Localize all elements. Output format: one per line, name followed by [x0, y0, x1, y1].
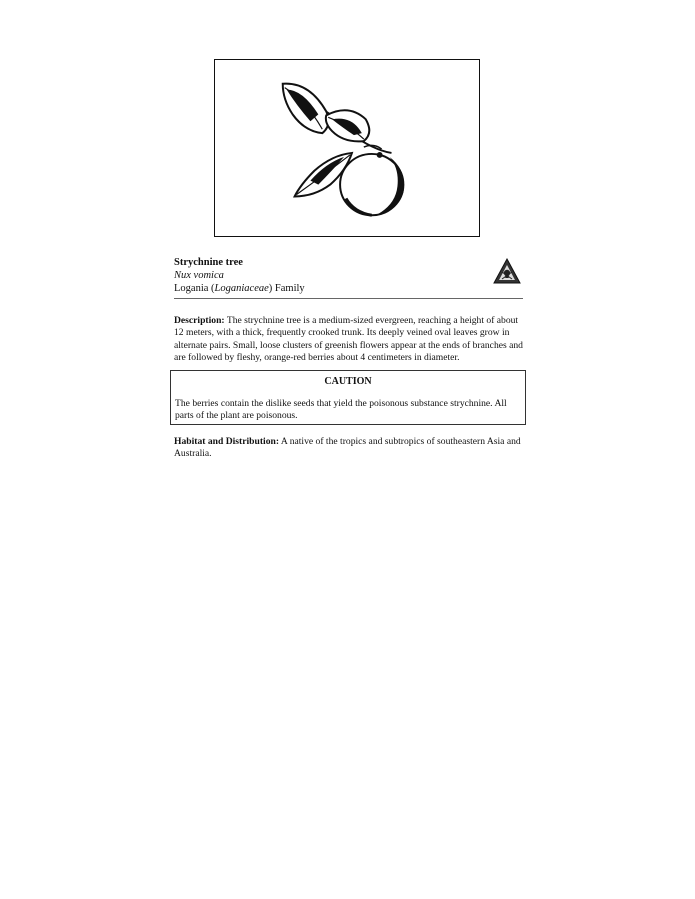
caution-box: [170, 370, 526, 425]
description-text: The strychnine tree is a medium-sized evergreen, reaching a height of about 12 meters, with a thick, frequently crooked trunk. Its deeply veined oval leaves grow in alternate pairs. Small, loose clusters of greenish flowers appear at the ends of branches and are followed by fleshy, orange-red berries about 4 centimeters in diameter.: [174, 315, 523, 364]
habitat-label: Habitat and Distribution:: [174, 436, 280, 447]
family-line: [174, 282, 524, 295]
latin-name: Nux vomica: [174, 270, 224, 281]
strychnine-fruit-drawing: [215, 60, 479, 236]
description-paragraph: [174, 315, 524, 365]
description-label: Description:: [174, 315, 225, 326]
skull-warning-triangle-icon: [493, 258, 521, 284]
caution-title: CAUTION: [324, 376, 372, 387]
family-prefix: Logania (: [174, 283, 215, 294]
habitat-paragraph: [174, 436, 524, 461]
family-latin: Loganiaceae: [214, 283, 269, 294]
plant-header: [174, 256, 524, 295]
plant-illustration: [214, 59, 480, 237]
caution-text: The berries contain the dislike seeds that yield the poisonous substance strychnine. All parts of the plant are poisonous.: [175, 398, 507, 422]
family-suffix: ) Family: [268, 283, 305, 294]
common-name: Strychnine tree: [174, 257, 243, 268]
habitat-text: A native of the tropics and subtropics of southeastern Asia and Australia.: [174, 436, 521, 460]
section-divider: [174, 298, 523, 299]
